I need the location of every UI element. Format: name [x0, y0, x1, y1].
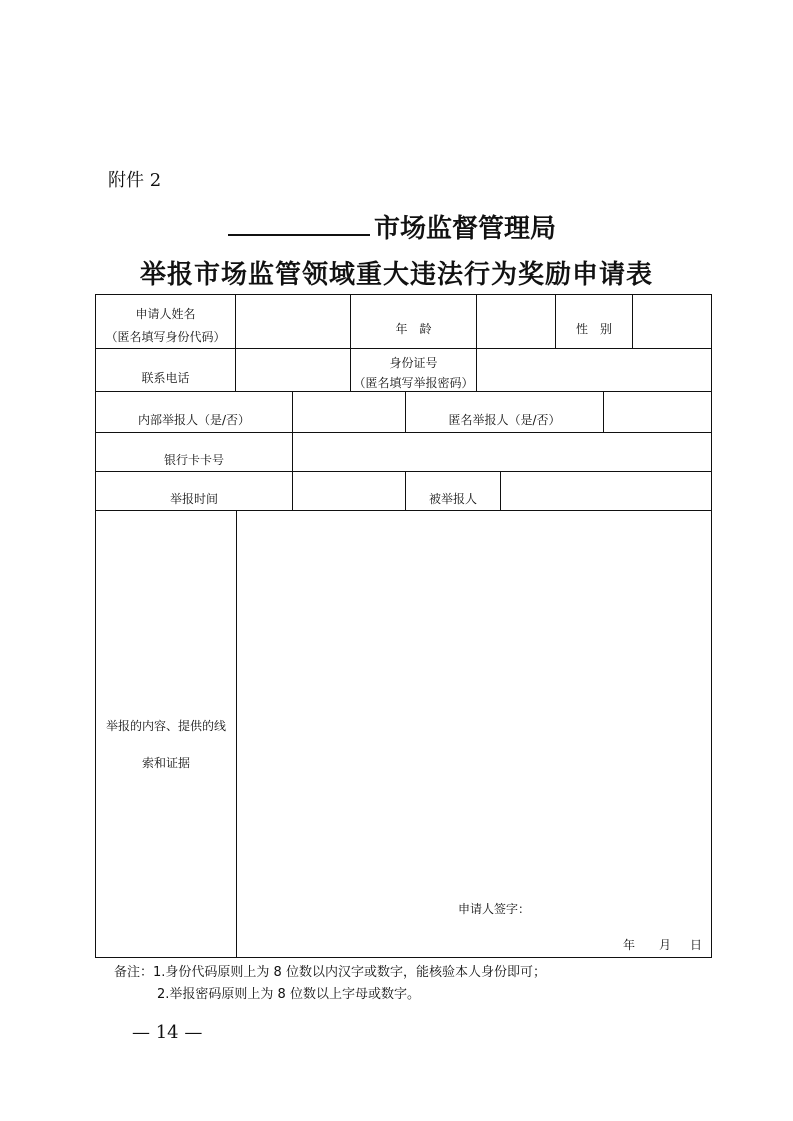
title-bureau-suffix: 市场监督管理局 — [374, 214, 557, 244]
id-number-field[interactable] — [477, 349, 711, 391]
report-time-label: 举报时间 — [169, 492, 218, 506]
gender-label: 性 别 — [575, 322, 612, 336]
notes-row-1 — [114, 962, 546, 984]
applicant-name-note: （匿名填写身份代码） — [105, 330, 226, 344]
content-label-line1: 举报的内容、提供的线 — [105, 719, 226, 733]
form-title-line1 — [228, 208, 556, 245]
report-time-field[interactable] — [293, 472, 405, 510]
date-year-label: 年 — [623, 938, 636, 952]
age-label: 年 龄 — [395, 322, 432, 336]
phone-field[interactable] — [236, 349, 350, 391]
bank-card-field[interactable] — [293, 433, 711, 471]
date-month-label: 月 — [659, 938, 672, 952]
notes-row-2 — [114, 984, 546, 1006]
notes-item-2: 2.举报密码原则上为 8 位数以上字母或数字。 — [157, 987, 420, 1002]
id-number-note: （匿名填写举报密码） — [353, 376, 474, 390]
applicant-name-label: 申请人姓名 — [135, 307, 196, 321]
notes-item-1: 1.身份代码原则上为 8 位数以内汉字或数字，能核验本人身份即可； — [153, 965, 546, 980]
signature-label: 申请人签字： — [458, 902, 531, 916]
reported-party-label: 被举报人 — [428, 492, 477, 506]
notes-section — [114, 962, 546, 1006]
content-label-line2: 索和证据 — [141, 756, 190, 770]
anonymous-reporter-label: 匿名举报人（是/否） — [448, 413, 561, 427]
attachment-label: 附件 2 — [108, 170, 162, 191]
age-field[interactable] — [477, 295, 555, 348]
notes-prefix: 备注： — [114, 965, 154, 980]
bureau-name-blank[interactable] — [228, 208, 370, 236]
internal-reporter-field[interactable] — [293, 392, 405, 432]
form-title-line2: 举报市场监管领域重大违法行为奖励申请表 — [139, 260, 653, 290]
reported-party-field[interactable] — [501, 472, 711, 510]
phone-label: 联系电话 — [141, 371, 190, 385]
internal-reporter-label: 内部举报人（是/否） — [137, 413, 251, 427]
bank-card-label: 银行卡卡号 — [163, 453, 224, 467]
signature-field[interactable] — [545, 895, 695, 917]
anonymous-reporter-field[interactable] — [604, 392, 711, 432]
date-day-label: 日 — [690, 938, 703, 952]
page-number: — 14 — — [132, 1022, 203, 1043]
report-content-field[interactable] — [237, 511, 711, 891]
applicant-name-field[interactable] — [236, 295, 350, 348]
id-number-label: 身份证号 — [389, 356, 438, 370]
gender-field[interactable] — [633, 295, 711, 348]
